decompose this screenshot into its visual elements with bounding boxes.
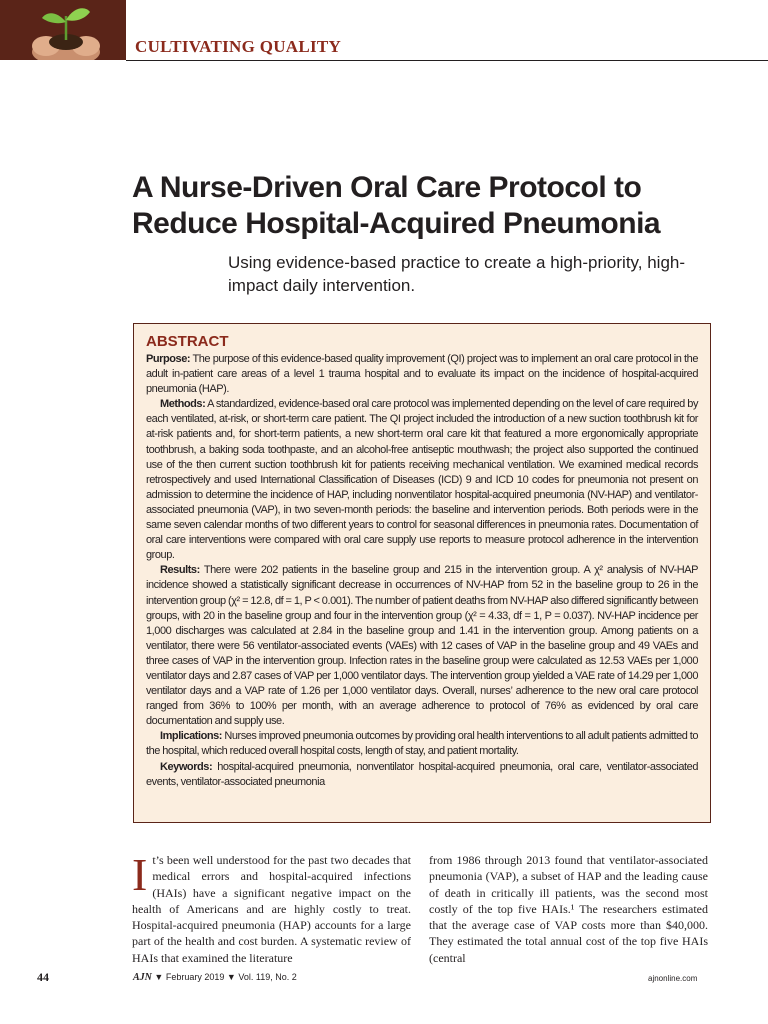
body-column-left — [132, 849, 411, 966]
triangle-icon: ▼ — [226, 972, 236, 982]
journal-website: ajnonline.com — [648, 974, 698, 983]
page-number: 44 — [37, 970, 49, 984]
results-text: There were 202 patients in the baseline group and 215 in the intervention group. A χ² analysis of NV-HAP incidence showed a statistically significant decrease in occurrences of NV-HAP from 52 in the baseline group to 26 in the intervention group (χ² = 12.8, df = 1, P < 0.001). The number of patient deaths from NV-HAP also differed significantly between groups, with 20 in the baseline group and four in the intervention group (χ² = 4.33, df = 1, P = 0.037). NV-HAP incidence per 1,000 discharges was calculated at 2.84 in the baseline group and 1.41 in the intervention group. Among patients on a ventilator, there were 56 ventilator-associated events (VAEs) with 12 cases of VAP in the baseline group and 49 VAEs and three cases of VAP in the intervention group. Infection rates in the baseline group were calculated as 12.53 VAEs per 1,000 ventilator days and 2.87 cases of VAP per 1,000 ventilator days. The intervention group yielded a VAE rate of 14.29 per 1,000 ventilator days and a VAP rate of 1.26 per 1,000 ventilator days. Overall, nurses’ adherence to the new oral care protocol ranged from 36% to 100% per month, with an average adherence to protocol of 76% as evidenced by oral care documentation and supply use. — [146, 564, 698, 728]
keywords-text: hospital-acquired pneumonia, nonventilator hospital-acquired pneumonia, oral care, ventilator-associated events, ventilator-associated pneumonia — [146, 760, 699, 788]
journal-name: AJN — [133, 972, 152, 983]
section-logo — [0, 0, 126, 60]
keywords-label: Keywords: — [160, 760, 213, 773]
seedling-in-hands-icon — [0, 0, 126, 60]
abstract-purpose — [146, 352, 698, 397]
purpose-label: Purpose: — [146, 353, 191, 365]
abstract-methods — [146, 397, 698, 563]
implications-text: Nurses improved pneumonia outcomes by providing oral health interventions to all adult patients admitted to the hospital, which reduced overall hospital costs, length of stay, and patient mortality. — [146, 730, 698, 758]
methods-label: Methods: — [160, 398, 206, 411]
section-label: CULTIVATING QUALITY — [135, 37, 342, 56]
journal-citation — [133, 972, 297, 983]
abstract-box — [133, 323, 711, 823]
triangle-icon: ▼ — [154, 972, 164, 982]
issue-date: February 2019 — [165, 972, 225, 982]
purpose-text: The purpose of this evidence-based quality improvement (QI) project was to implement an oral care protocol in the adult in-patient care areas of a level 1 trauma hospital and to evaluate its impact on the incidence of hospital-acquired pneumonia (HAP). — [146, 353, 698, 396]
abstract-heading: ABSTRACT — [146, 333, 229, 350]
body-column-right: from 1986 through 2013 found that ventilator-associated pneumonia (VAP), a subset of HAP and the leading cause of death in critically ill patients, was the second most costly of the top five HAIs.¹ The researchers estimated that the average case of VAP costs more than $40,000. They estimated the total annual cost of the top five HAIs (central — [429, 853, 708, 965]
volume-issue: Vol. 119, No. 2 — [238, 972, 297, 982]
abstract-implications — [146, 729, 698, 759]
article-title: A Nurse-Driven Oral Care Protocol to Reduce Hospital-Acquired Pneumonia — [132, 171, 661, 240]
results-label: Results: — [160, 564, 200, 577]
abstract-keywords — [146, 760, 698, 790]
abstract-results — [146, 563, 698, 729]
drop-cap: I — [132, 849, 148, 900]
body-left-text: t’s been well understood for the past two decades that medical errors and hospital-acquired infections (HAIs) have a significant negative impact on the health of Americans and are highly costly to treat. Hospital-acquired pneumonia (HAP) accounts for a large part of the health and cost burden. A systematic review of HAIs that examined the literature — [132, 853, 411, 965]
article-subtitle: Using evidence-based practice to create a high-priority, high-impact daily intervention. — [228, 253, 686, 295]
methods-text: A standardized, evidence-based oral care protocol was implemented depending on the level of care required by each ventilated, at-risk, or short-term care patient. The QI project included the introduction of a new suction toothbrush kit for at-risk patients and, for short-term patients, a new short-term oral care kit that featured a more ergonomically appropriate toothbrush, a baking soda toothpaste, and an alcohol-free antiseptic mouthwash; the project also supported the continued use of the then current suction toothbrush kit for patients receiving mechanical ventilation. We examined medical records retrospectively and used International Classification of Diseases (ICD) 9 and ICD 10 codes for pneumonia not present on admission to determine the incidence of HAP, including nonventilator hospital-acquired pneumonia (NV-HAP) and ventilator-associated pneumonia (VAP), in two seven-month periods: the baseline and intervention periods. Both periods were in the same seven calendar months of two different years to control for seasonal differences in pneumonia rates. Documentation of oral care interventions were compared with oral care supply use reports to measure protocol adherence in the intervention group. — [146, 398, 699, 562]
header-divider — [126, 60, 768, 61]
implications-label: Implications: — [160, 730, 222, 743]
